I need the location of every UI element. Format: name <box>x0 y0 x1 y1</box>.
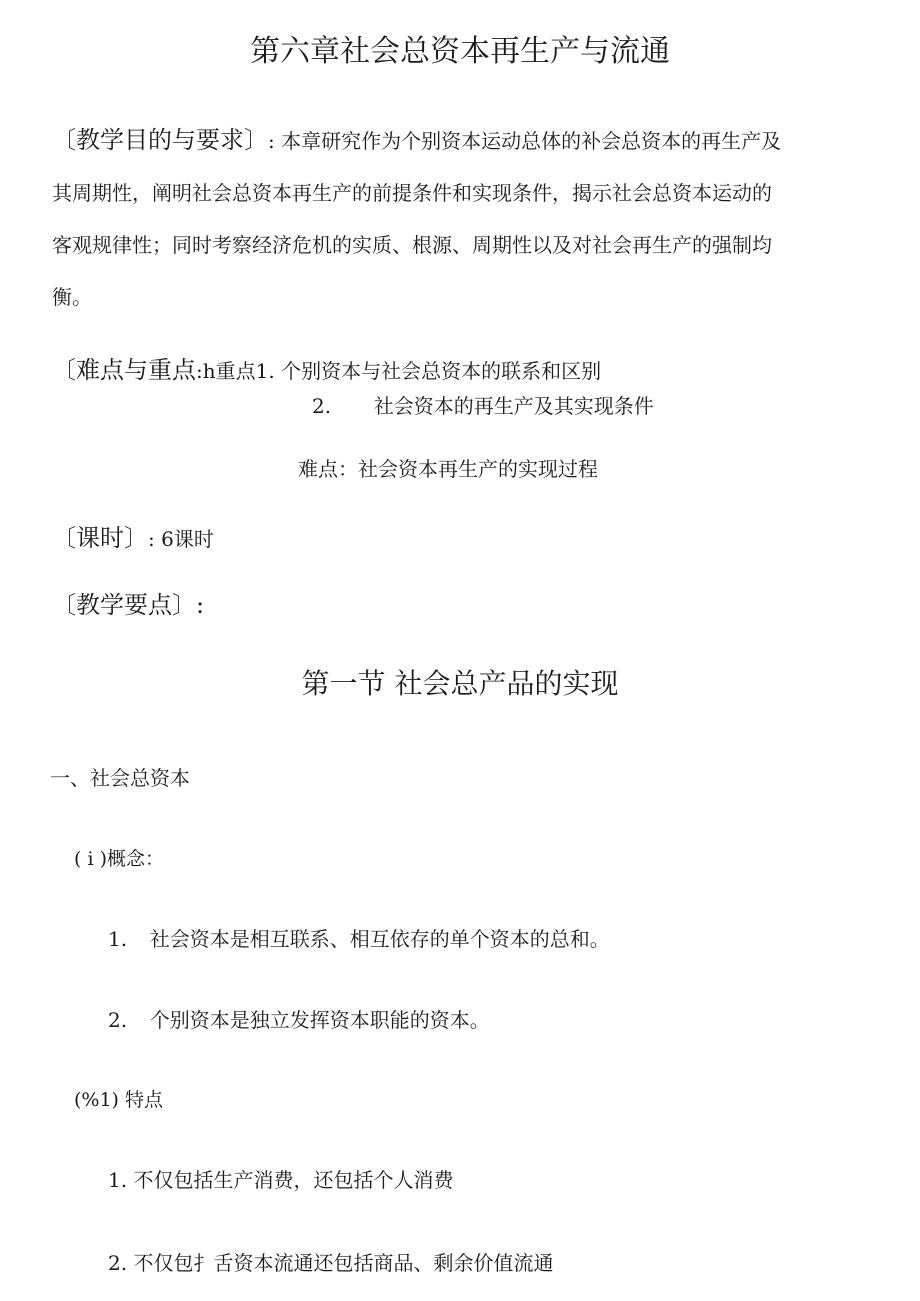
key-points-line-2 <box>312 390 654 419</box>
feature-item-1: 1. 不仅包括生产消费，还包括个人消费 <box>108 1168 454 1192</box>
chapter-title: 第六章社会总资本再生产与流通 <box>250 34 670 69</box>
key-points-colon: : <box>196 359 203 383</box>
concept-item-1-text: 社会资本是相互联系、相互依存的单个资本的总和。 <box>149 927 610 951</box>
concept-item-1-number: 1. <box>108 927 128 951</box>
concept-item-2-number: 2. <box>108 1008 128 1032</box>
objectives-paragraph <box>52 114 852 323</box>
key-point-2-text: 社会资本的再生产及其实现条件 <box>373 394 654 418</box>
hours-line <box>52 518 214 553</box>
key-points-heading: 〔难点与重点 <box>52 356 196 384</box>
objectives-line-3: 客观规律性；同时考察经济危机的实质、根源、周期性以及对社会再生产的强制均 <box>52 233 772 257</box>
concept-item-2 <box>108 1004 490 1033</box>
objectives-heading: 〔教学目的与要求〕 <box>52 126 268 154</box>
section-title: 第一节 社会总产品的实现 <box>301 667 619 700</box>
objectives-text-1: : 本章研究作为个别资本运动总体的补会总资本的再生产及 <box>268 129 782 153</box>
concept-label: ( i )概念： <box>74 848 164 870</box>
objectives-line-1 <box>52 114 852 167</box>
objectives-line-4: 衡。 <box>52 285 92 309</box>
objectives-line-2: 其周期性，阐明社会总资本再生产的前提条件和实现条件，揭示社会总资本运动的 <box>52 181 772 205</box>
teaching-points-colon: : <box>196 591 205 619</box>
concept-item-2-text: 个别资本是独立发挥资本职能的资本。 <box>149 1008 490 1032</box>
concept-item-1 <box>108 923 610 952</box>
key-points-line-1 <box>52 350 601 385</box>
key-point-2-number: 2. <box>312 394 332 418</box>
feature-label: (%1) 特点 <box>74 1089 164 1111</box>
hours-heading: 〔课时〕 <box>52 524 148 552</box>
feature-item-2: 2. 不仅包扌舌资本流通还包括商品、剩余价值流通 <box>108 1251 554 1275</box>
teaching-points-heading: 〔教学要点〕 <box>52 591 196 619</box>
subsection-heading: 一、社会总资本 <box>50 766 190 790</box>
hours-value: : 6课时 <box>148 527 214 551</box>
key-point-1: h重点1. 个别资本与社会总资本的联系和区别 <box>202 359 602 383</box>
difficulty-line: 难点：社会资本再生产的实现过程 <box>298 457 598 481</box>
teaching-points-line <box>52 585 204 620</box>
